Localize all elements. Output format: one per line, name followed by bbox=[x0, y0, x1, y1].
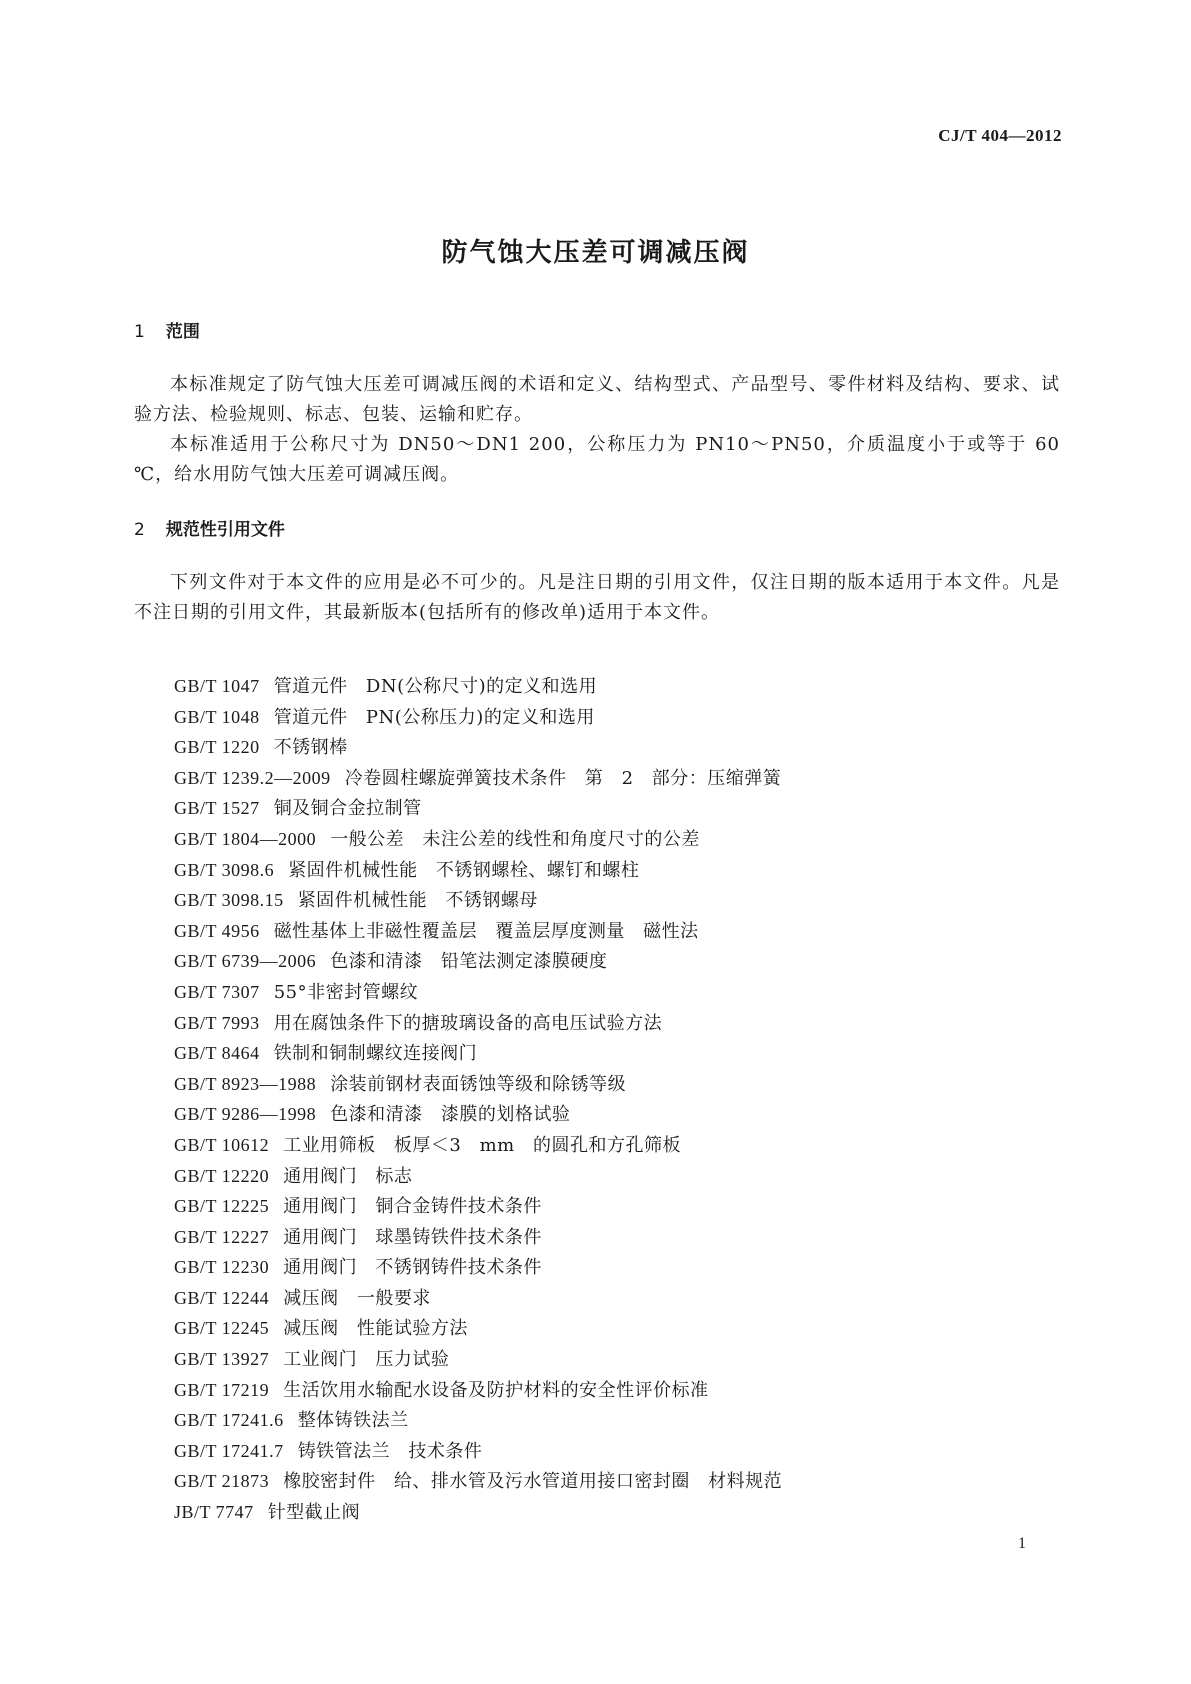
reference-title: 涂装前钢材表面锈蚀等级和除锈等级 bbox=[330, 1073, 627, 1095]
reference-item bbox=[174, 1191, 782, 1222]
reference-item bbox=[174, 1222, 782, 1253]
reference-code: GB/T 12227 bbox=[174, 1226, 270, 1247]
page-number: 1 bbox=[1018, 1535, 1026, 1552]
reference-title: 铁制和铜制螺纹连接阀门 bbox=[273, 1043, 478, 1065]
reference-title: 管道元件 PN(公称压力)的定义和选用 bbox=[273, 706, 595, 728]
reference-title: 55°非密封管螺纹 bbox=[273, 981, 419, 1003]
reference-title: 用在腐蚀条件下的搪玻璃设备的高电压试验方法 bbox=[273, 1012, 663, 1034]
reference-item bbox=[174, 1038, 782, 1069]
reference-code: GB/T 17241.6 bbox=[174, 1410, 284, 1431]
reference-item bbox=[174, 1313, 782, 1344]
reference-title: 铜及铜合金拉制管 bbox=[273, 798, 422, 820]
reference-item bbox=[174, 1466, 782, 1497]
reference-title: 整体铸铁法兰 bbox=[297, 1410, 409, 1432]
reference-code: GB/T 6739—2006 bbox=[174, 951, 317, 972]
reference-title: 不锈钢棒 bbox=[273, 737, 348, 759]
reference-item bbox=[174, 1161, 782, 1192]
reference-item bbox=[174, 1283, 782, 1314]
reference-item bbox=[174, 1099, 782, 1130]
reference-title: 工业用筛板 板厚＜3 mm 的圆孔和方孔筛板 bbox=[283, 1134, 681, 1156]
reference-item bbox=[174, 1252, 782, 1283]
reference-item bbox=[174, 1130, 782, 1161]
reference-title: 针型截止阀 bbox=[267, 1502, 361, 1524]
reference-item bbox=[174, 824, 782, 855]
reference-code: GB/T 21873 bbox=[174, 1471, 270, 1492]
reference-code: GB/T 10612 bbox=[174, 1134, 270, 1155]
reference-item bbox=[174, 702, 782, 733]
reference-code: GB/T 1239.2—2009 bbox=[174, 767, 331, 788]
reference-code: JB/T 7747 bbox=[174, 1502, 254, 1523]
reference-code: GB/T 3098.15 bbox=[174, 890, 284, 911]
reference-item bbox=[174, 1375, 782, 1406]
reference-code: GB/T 8464 bbox=[174, 1043, 260, 1064]
section-1-number: 1 bbox=[134, 322, 145, 342]
reference-item bbox=[174, 763, 782, 794]
reference-code: GB/T 7307 bbox=[174, 981, 260, 1002]
reference-title: 磁性基体上非磁性覆盖层 覆盖层厚度测量 磁性法 bbox=[273, 920, 699, 942]
section-2-number: 2 bbox=[134, 520, 145, 540]
reference-title: 减压阀 性能试验方法 bbox=[283, 1318, 468, 1340]
reference-title: 紧固件机械性能 不锈钢螺母 bbox=[297, 890, 538, 912]
reference-item bbox=[174, 1069, 782, 1100]
reference-title: 紧固件机械性能 不锈钢螺栓、螺钉和螺柱 bbox=[288, 859, 640, 881]
reference-code: GB/T 12225 bbox=[174, 1196, 270, 1217]
reference-code: GB/T 4956 bbox=[174, 920, 260, 941]
reference-list bbox=[174, 671, 782, 1528]
reference-item bbox=[174, 732, 782, 763]
reference-item bbox=[174, 1344, 782, 1375]
reference-title: 通用阀门 标志 bbox=[283, 1165, 413, 1187]
reference-item bbox=[174, 916, 782, 947]
reference-code: GB/T 7993 bbox=[174, 1012, 260, 1033]
reference-title: 通用阀门 不锈钢铸件技术条件 bbox=[283, 1257, 542, 1279]
scope-paragraph-2: 本标准适用于公称尺寸为 DN50～DN1 200，公称压力为 PN10～PN50，介质温度小于或等于 60 ℃，给水用防气蚀大压差可调减压阀。 bbox=[134, 434, 1060, 485]
reference-item bbox=[174, 1436, 782, 1467]
section-1-title: 范围 bbox=[165, 322, 200, 342]
reference-code: GB/T 17241.7 bbox=[174, 1440, 284, 1461]
reference-title: 通用阀门 铜合金铸件技术条件 bbox=[283, 1196, 542, 1218]
reference-code: GB/T 12230 bbox=[174, 1257, 270, 1278]
reference-item bbox=[174, 946, 782, 977]
reference-title: 色漆和清漆 漆膜的划格试验 bbox=[330, 1104, 571, 1126]
reference-item bbox=[174, 1405, 782, 1436]
reference-title: 铸铁管法兰 技术条件 bbox=[297, 1440, 483, 1462]
reference-title: 工业阀门 压力试验 bbox=[283, 1349, 450, 1371]
reference-code: GB/T 1048 bbox=[174, 706, 260, 727]
reference-code: GB/T 12220 bbox=[174, 1165, 270, 1186]
reference-code: GB/T 3098.6 bbox=[174, 859, 275, 880]
reference-item bbox=[174, 671, 782, 702]
reference-item bbox=[174, 793, 782, 824]
reference-code: GB/T 17219 bbox=[174, 1379, 270, 1400]
reference-title: 减压阀 一般要求 bbox=[283, 1287, 431, 1309]
reference-code: GB/T 1047 bbox=[174, 676, 260, 696]
reference-code: GB/T 1527 bbox=[174, 798, 260, 819]
standard-code: CJ/T 404—2012 bbox=[938, 126, 1062, 145]
section-1-heading bbox=[134, 317, 200, 342]
reference-title: 管道元件 DN(公称尺寸)的定义和选用 bbox=[273, 676, 598, 697]
reference-code: GB/T 13927 bbox=[174, 1349, 270, 1370]
reference-item bbox=[174, 885, 782, 916]
reference-code: GB/T 12245 bbox=[174, 1318, 270, 1339]
reference-code: GB/T 1220 bbox=[174, 737, 260, 758]
section-2-heading bbox=[134, 515, 285, 540]
reference-code: GB/T 8923—1988 bbox=[174, 1073, 317, 1094]
reference-title: 通用阀门 球墨铸铁件技术条件 bbox=[283, 1226, 542, 1248]
reference-code: GB/T 9286—1998 bbox=[174, 1104, 317, 1125]
scope-paragraph-1: 本标准规定了防气蚀大压差可调减压阀的术语和定义、结构型式、产品型号、零件材料及结构、要求、试验方法、检验规则、标志、包装、运输和贮存。 bbox=[134, 374, 1060, 425]
reference-item bbox=[174, 977, 782, 1008]
reference-title: 冷卷圆柱螺旋弹簧技术条件 第 2 部分：压缩弹簧 bbox=[344, 767, 782, 789]
reference-title: 一般公差 未注公差的线性和角度尺寸的公差 bbox=[330, 828, 700, 850]
section-2-title: 规范性引用文件 bbox=[165, 520, 285, 540]
reference-code: GB/T 1804—2000 bbox=[174, 828, 317, 849]
reference-item bbox=[174, 855, 782, 886]
document-title: 防气蚀大压差可调减压阀 bbox=[441, 238, 750, 268]
reference-code: GB/T 12244 bbox=[174, 1287, 270, 1308]
reference-title: 橡胶密封件 给、排水管及污水管道用接口密封圈 材料规范 bbox=[283, 1471, 783, 1493]
reference-item bbox=[174, 1497, 782, 1528]
reference-title: 色漆和清漆 铅笔法测定漆膜硬度 bbox=[330, 951, 608, 973]
reference-title: 生活饮用水输配水设备及防护材料的安全性评价标准 bbox=[283, 1379, 709, 1401]
reference-item bbox=[174, 1008, 782, 1039]
references-intro-paragraph: 下列文件对于本文件的应用是必不可少的。凡是注日期的引用文件，仅注日期的版本适用于本文件。凡是不注日期的引用文件，其最新版本(包括所有的修改单)适用于本文件。 bbox=[134, 572, 1060, 623]
